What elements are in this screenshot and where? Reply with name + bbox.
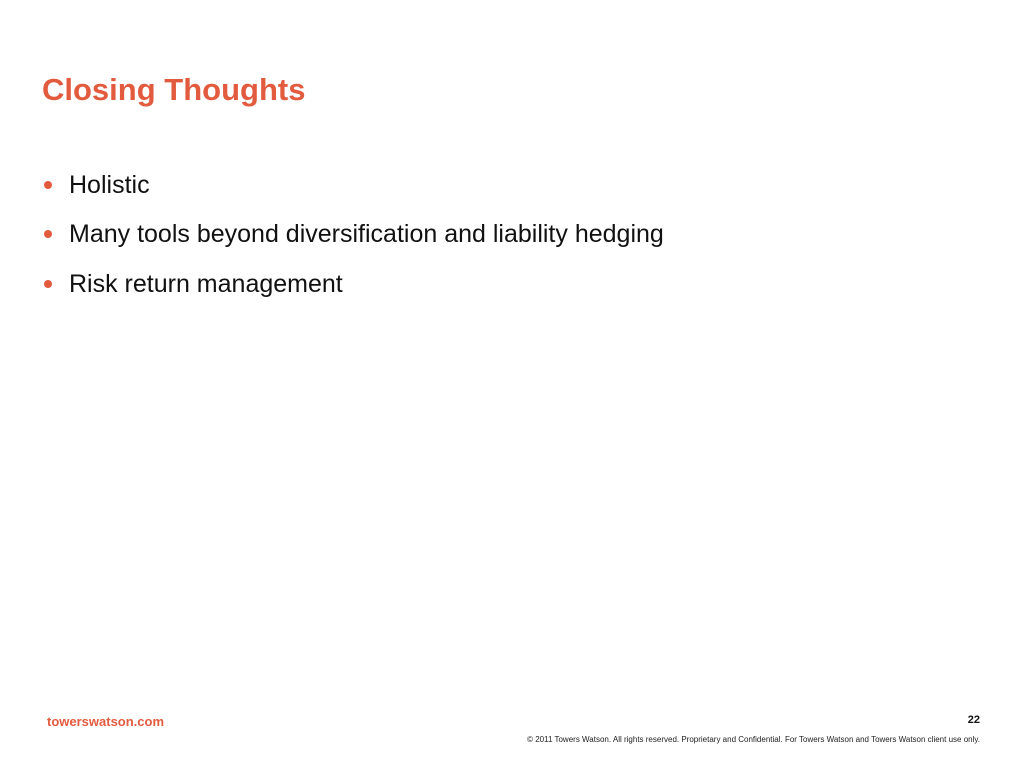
footer-website: towerswatson.com: [47, 714, 165, 729]
bullet-item-many-tools: [42, 210, 664, 260]
bullet-item-risk-return: [42, 259, 664, 309]
bullet-dot-icon: [44, 280, 52, 288]
bullet-text: Risk return management: [69, 269, 343, 298]
bullet-dot-icon: [44, 230, 52, 238]
bullet-list: [42, 160, 664, 309]
bullet-item-holistic: [42, 160, 664, 210]
bullet-text: Holistic: [69, 170, 150, 199]
bullet-text: Many tools beyond diversification and liability hedging: [69, 220, 664, 249]
bullet-dot-icon: [44, 181, 52, 189]
page-number: 22: [967, 714, 980, 726]
copyright-notice: © 2011 Towers Watson. All rights reserved. Proprietary and Confidential. For Towers Watson and Towers Watson client use only.: [527, 735, 980, 744]
slide-title: Closing Thoughts: [42, 72, 306, 107]
